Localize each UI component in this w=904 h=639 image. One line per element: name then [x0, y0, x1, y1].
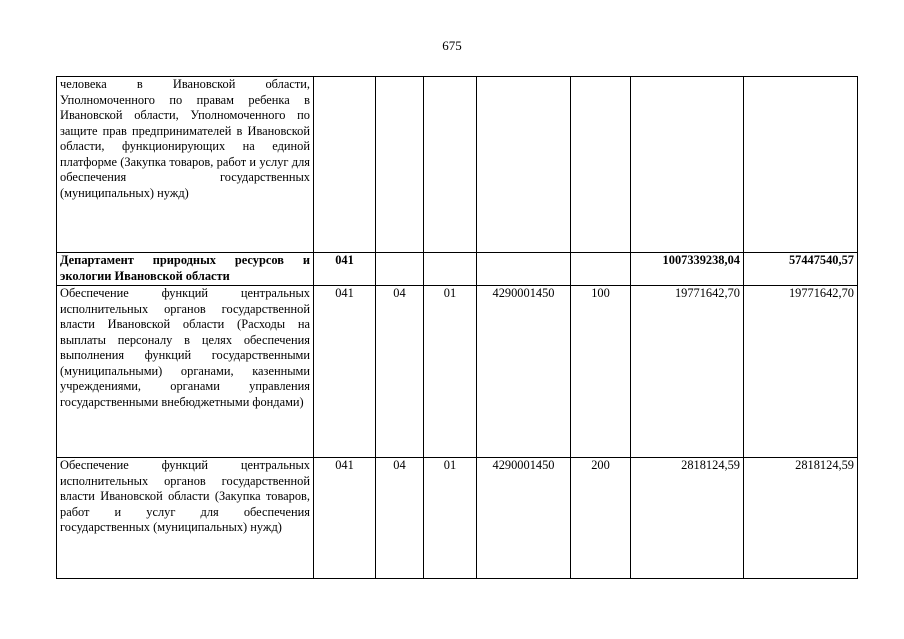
amount-1-cell	[631, 77, 744, 253]
section-code-cell	[376, 77, 424, 253]
section-code-cell	[376, 253, 424, 286]
row-description: Департамент природных ресурсов и экологии Ивановской области	[57, 253, 314, 286]
amount-2-cell: 19771642,70	[744, 286, 858, 458]
section-code-cell: 04	[376, 458, 424, 579]
expense-type-cell: 200	[571, 458, 631, 579]
target-article-cell	[477, 253, 571, 286]
section-code-cell: 04	[376, 286, 424, 458]
amount-2-cell	[744, 77, 858, 253]
subsection-code-cell	[424, 253, 477, 286]
ministry-code-cell: 041	[314, 458, 376, 579]
amount-2-cell: 57447540,57	[744, 253, 858, 286]
subsection-code-cell: 01	[424, 286, 477, 458]
table-row	[57, 253, 858, 286]
subsection-code-cell: 01	[424, 458, 477, 579]
amount-1-cell: 1007339238,04	[631, 253, 744, 286]
table-row	[57, 77, 858, 253]
ministry-code-cell: 041	[314, 253, 376, 286]
amount-1-cell: 19771642,70	[631, 286, 744, 458]
page-number: 675	[442, 38, 462, 53]
target-article-cell: 4290001450	[477, 458, 571, 579]
expense-type-cell: 100	[571, 286, 631, 458]
ministry-code-cell	[314, 77, 376, 253]
ministry-code-cell: 041	[314, 286, 376, 458]
amount-2-cell: 2818124,59	[744, 458, 858, 579]
target-article-cell	[477, 77, 571, 253]
expense-type-cell	[571, 77, 631, 253]
subsection-code-cell	[424, 77, 477, 253]
target-article-cell: 4290001450	[477, 286, 571, 458]
table-row	[57, 458, 858, 579]
budget-table	[56, 76, 858, 579]
row-description: Обеспечение функций центральных исполнительных органов государственной власти Ивановской области (Расходы на выплаты персоналу в целях обеспечения выполнения функций государственными (муниципальными) органами, казенными учреждениями, органами управления государственными внебюджетными фондами)	[57, 286, 314, 458]
row-description: человека в Ивановской области, Уполномоченного по правам ребенка в Ивановской области, Уполномоченного по защите прав предпринимателей в Ивановской области, функционирующих на единой платформе (Закупка товаров, работ и услуг для обеспечения государственных (муниципальных) нужд)	[57, 77, 314, 253]
row-description: Обеспечение функций центральных исполнительных органов государственной власти Ивановской области (Закупка товаров, работ и услуг для обеспечения государственных (муниципальных) нужд)	[57, 458, 314, 579]
expense-type-cell	[571, 253, 631, 286]
table-row	[57, 286, 858, 458]
amount-1-cell: 2818124,59	[631, 458, 744, 579]
